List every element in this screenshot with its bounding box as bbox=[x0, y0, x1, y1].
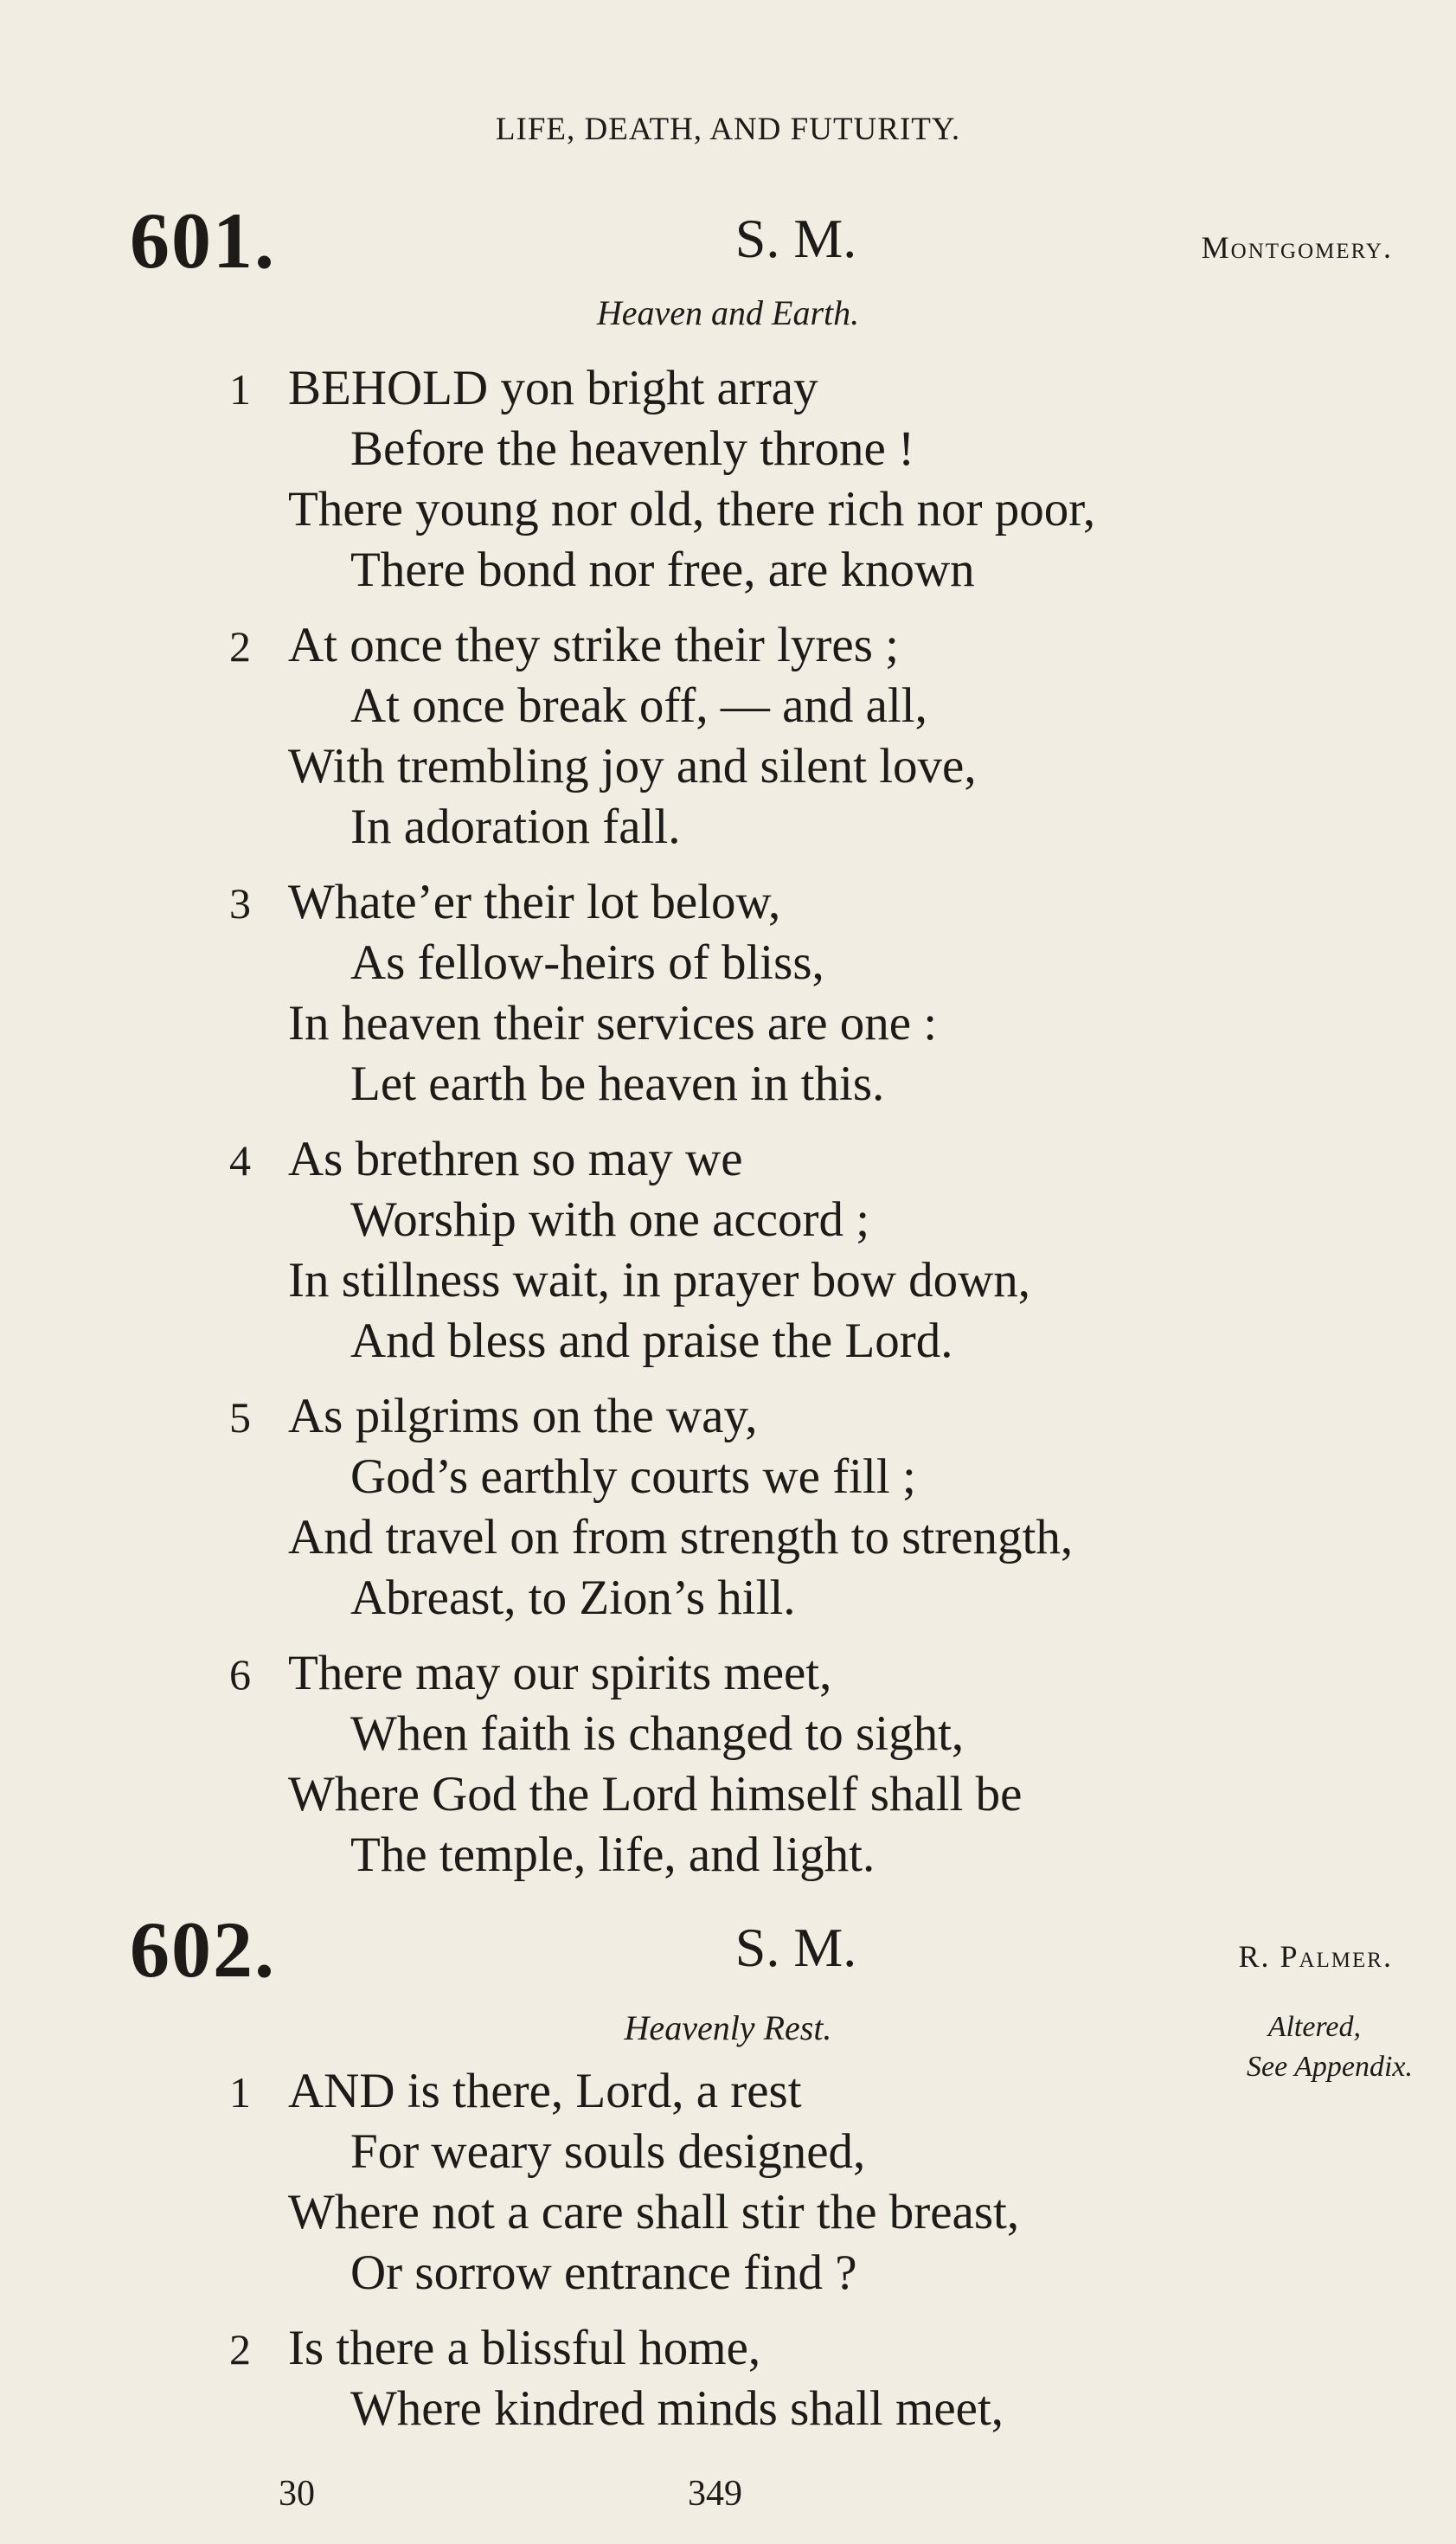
verse-line: Is there a blissful home, bbox=[288, 2321, 761, 2375]
alteration-note: Altered, bbox=[1267, 2011, 1361, 2043]
hymn-meter: S. M. bbox=[734, 208, 857, 269]
hymn-subtitle: Heavenly Rest. bbox=[624, 2008, 832, 2047]
verse-line: There bond nor free, are known bbox=[350, 543, 975, 597]
verse-line: Worship with one accord ; bbox=[350, 1192, 870, 1247]
hymn-number: 602. bbox=[130, 1905, 276, 1994]
verse-line: Where God the Lord himself shall be bbox=[288, 1767, 1023, 1821]
verse-line: Where not a care shall stir the breast, bbox=[288, 2185, 1020, 2239]
running-head: LIFE, DEATH, AND FUTURITY. bbox=[495, 112, 961, 147]
verse-line: In stillness wait, in prayer bow down, bbox=[288, 1253, 1031, 1307]
verse-line: At once break off, — and all, bbox=[350, 678, 927, 733]
verse-number: 2 bbox=[229, 2325, 251, 2374]
verse-line: With trembling joy and silent love, bbox=[288, 739, 977, 793]
verse-number: 5 bbox=[229, 1393, 251, 1442]
verse-line: Or sorrow entrance find ? bbox=[350, 2245, 857, 2300]
verse-line: And bless and praise the Lord. bbox=[350, 1314, 953, 1368]
hymn-author: R. Palmer. bbox=[1238, 1939, 1393, 1974]
verse-line: In adoration fall. bbox=[350, 800, 681, 854]
hymn-601-header bbox=[130, 195, 1393, 290]
verse-line: Let earth be heaven in this. bbox=[350, 1057, 885, 1111]
hymn-subtitle: Heaven and Earth. bbox=[596, 293, 860, 332]
verse-line: As fellow-heirs of bliss, bbox=[350, 935, 824, 990]
verse-line: BEHOLD yon bright array bbox=[288, 361, 818, 415]
hymn-number: 601. bbox=[130, 196, 276, 285]
verse-line: Whate’er their lot below, bbox=[288, 875, 781, 929]
verse-number: 1 bbox=[229, 2068, 251, 2117]
verse-line: For weary souls designed, bbox=[350, 2124, 866, 2179]
hymn-602-header bbox=[130, 1904, 1393, 1999]
hymn-meter: S. M. bbox=[734, 1917, 857, 1978]
verse-line: When faith is changed to sight, bbox=[350, 1706, 965, 1761]
verse-line: There may our spirits meet, bbox=[288, 1646, 832, 1700]
page-number: 349 bbox=[688, 2474, 742, 2514]
verse-line: There young nor old, there rich nor poor, bbox=[288, 482, 1096, 536]
verse-line: Abreast, to Zion’s hill. bbox=[350, 1571, 796, 1625]
verse-number: 1 bbox=[229, 365, 251, 414]
verse-line: God’s earthly courts we fill ; bbox=[350, 1449, 916, 1504]
signature-mark: 30 bbox=[279, 2474, 315, 2514]
verse-line: Before the heavenly throne ! bbox=[350, 421, 915, 476]
verse-line: And travel on from strength to strength, bbox=[288, 1510, 1074, 1564]
verse-line: In heaven their services are one : bbox=[288, 996, 938, 1050]
verse-number: 2 bbox=[229, 622, 251, 671]
verse-line: As pilgrims on the way, bbox=[288, 1389, 758, 1443]
verse-line: As brethren so may we bbox=[288, 1132, 743, 1186]
verse-line: At once they strike their lyres ; bbox=[288, 618, 899, 672]
verse-line: The temple, life, and light. bbox=[350, 1828, 876, 1882]
verse-number: 6 bbox=[229, 1650, 251, 1699]
hymn-author: Montgomery. bbox=[1201, 230, 1393, 265]
verse-number: 4 bbox=[229, 1136, 251, 1185]
verse-line: Where kindred minds shall meet, bbox=[350, 2381, 1004, 2436]
verse-number: 3 bbox=[229, 879, 251, 928]
appendix-note: See Appendix. bbox=[1247, 2051, 1413, 2083]
verse-line: AND is there, Lord, a rest bbox=[288, 2064, 802, 2118]
